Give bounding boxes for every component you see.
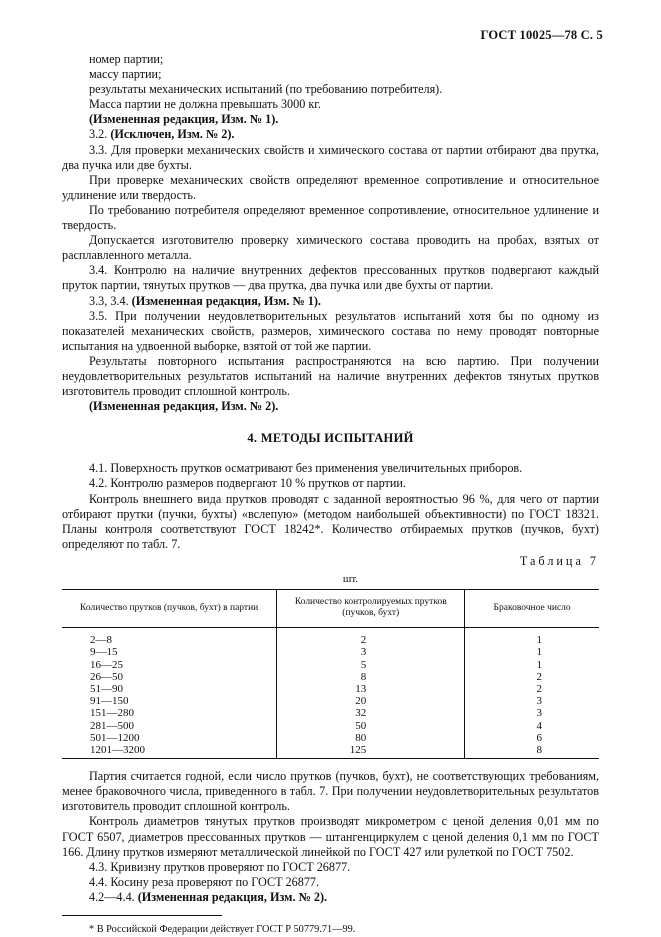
table-cell: 26—50	[90, 670, 123, 683]
table-row	[62, 744, 599, 759]
table-cell: 2	[465, 671, 599, 683]
table-row	[62, 695, 599, 707]
section-title: 4. МЕТОДЫ ИСПЫТАНИЙ	[247, 431, 414, 446]
paragraph	[62, 769, 599, 814]
table-cell: 1	[465, 646, 599, 658]
table-cell: 3	[277, 646, 465, 658]
table-row	[62, 707, 599, 719]
table-cell: 9—15	[90, 646, 118, 659]
paragraph	[62, 67, 599, 82]
col-header-sample-size: Количество контролируемых прутков (пучков, бухт)	[277, 590, 465, 628]
table-row	[62, 659, 599, 671]
paragraph	[62, 112, 599, 127]
paragraph-text: 4.2. Контролю размеров подвергают 10 % прутков от партии.	[89, 476, 406, 491]
paragraphs-mid	[62, 461, 599, 552]
col-header-reject-number: Браковочное число	[465, 590, 599, 628]
table-row	[62, 628, 599, 647]
paragraph	[62, 203, 599, 233]
table-7	[62, 589, 599, 759]
paragraph-text: Допускается изготовителю проверку химического состава проводить на пробах, взятых от расплавленного металла.	[62, 233, 599, 263]
table-cell: 50	[277, 720, 465, 732]
paragraph-bold-text: (Исключен, Изм. № 2).	[110, 127, 235, 142]
table-cell: 1201—3200	[62, 744, 277, 759]
table-cell: 80	[277, 732, 465, 744]
table-row	[62, 671, 599, 683]
paragraph	[62, 814, 599, 859]
paragraph	[62, 97, 599, 112]
paragraph	[62, 52, 599, 67]
footnote: * В Российской Федерации действует ГОСТ Р 50779.71—99.	[89, 923, 356, 935]
paragraphs-top	[62, 52, 599, 414]
paragraph	[62, 461, 599, 476]
paragraph-text: 3.3, 3.4.	[89, 293, 132, 308]
table-cell: 151—280	[90, 707, 134, 720]
paragraph-text: 4.1. Поверхность прутков осматривают без применения увеличительных приборов.	[89, 461, 523, 476]
table-cell: 5	[277, 659, 465, 671]
paragraph	[62, 82, 599, 97]
paragraph-bold-text: (Измененная редакция, Изм. № 1).	[131, 293, 321, 308]
table-cell: 32	[277, 707, 465, 719]
paragraph	[62, 143, 599, 173]
table-cell: 1	[465, 659, 599, 671]
table-cell: 1	[465, 628, 599, 647]
table-cell: 281—500	[90, 719, 134, 732]
table-cell: 20	[277, 695, 465, 707]
paragraph	[62, 127, 599, 142]
paragraph-bold-text: (Измененная редакция, Изм. № 2).	[137, 889, 328, 904]
table-row	[62, 683, 599, 695]
paragraph-text: 3.3. Для проверки механических свойств и химического состава от партии отбирают два прутка, два пучка или две бухты.	[62, 142, 599, 172]
table-cell: 4	[465, 720, 599, 732]
paragraph-text: Результаты повторного испытания распространяются на всю партию. При получении неудовлетворительных результатов испытаний на наличие внутренних дефектов тянутых прутков изготовитель проводит сплошной контроль.	[62, 353, 599, 399]
paragraphs-bottom	[62, 769, 599, 905]
table-cell: 3	[465, 707, 599, 719]
table-cell: 13	[277, 683, 465, 695]
table-cell: 3	[465, 695, 599, 707]
paragraph-text: 3.5. При получении неудовлетворительных результатов испытаний хотя бы по одному из показателей механических свойств, размеров, химического состава по нему проводят повторные испытания на удвоенной выборке, взятой от той же партии.	[62, 308, 599, 353]
paragraph-text: 3.2.	[89, 127, 111, 142]
paragraph	[62, 173, 599, 203]
table-cell: 501—1200	[90, 731, 140, 744]
footnote-divider	[62, 915, 222, 916]
document-body	[62, 52, 599, 937]
col-header-lot-size: Количество прутков (пучков, бухт) в партии	[62, 590, 277, 628]
paragraph	[62, 294, 599, 309]
table-unit: шт.	[342, 573, 359, 585]
table-cell: 8	[277, 671, 465, 683]
table-row	[62, 732, 599, 744]
paragraph-text: При проверке механических свойств определяют временное сопротивление и относительное удлинение или твердость.	[62, 172, 599, 202]
paragraph-text: Партия считается годной, если число прутков (пучков, бухт), не соответствующих требованиям, менее браковочного числа, приведенного в табл. 7. При получении неудовлетворительных результатов изготовитель проводит сплошной контроль.	[62, 769, 599, 814]
table-cell: 2	[277, 628, 465, 647]
table-row	[62, 720, 599, 732]
paragraph	[62, 309, 599, 354]
paragraph-text: результаты механических испытаний (по требованию потребителя).	[89, 82, 443, 97]
table-cell: 16—25	[90, 658, 123, 671]
table-cell: 6	[465, 732, 599, 744]
page-header: ГОСТ 10025—78 С. 5	[480, 28, 603, 42]
table-cell: 125	[277, 744, 465, 759]
table-cell: 51—90	[90, 682, 123, 695]
table-caption: Таблица 7	[519, 553, 599, 568]
paragraph	[62, 476, 599, 491]
paragraph-text: Контроль диаметров тянутых прутков производят микрометром с ценой деления 0,01 мм по ГОСТ 6507, диаметров прессованных прутков — штангенциркулем с ценой деления 0,1 мм по ГОСТ 166. Длину прутков измеряют металлической линейкой по ГОСТ 427 или рулеткой по ГОСТ 7502.	[62, 814, 599, 859]
paragraph-text: номер партии;	[89, 52, 164, 66]
paragraph	[62, 354, 599, 399]
paragraph-text: По требованию потребителя определяют временное сопротивление, относительное удлинение и твердость.	[62, 202, 599, 233]
paragraph	[62, 399, 599, 414]
paragraph	[62, 492, 599, 552]
paragraph-text: 4.4. Косину реза проверяют по ГОСТ 26877.	[89, 874, 320, 889]
table-cell: 8	[465, 744, 599, 759]
paragraph	[62, 890, 599, 905]
paragraph	[62, 263, 599, 293]
paragraph-text: 4.2—4.4.	[89, 889, 138, 904]
paragraph-bold-text: (Измененная редакция, Изм. № 2).	[89, 399, 279, 414]
table-row	[62, 646, 599, 658]
paragraph-bold-text: (Измененная редакция, Изм. № 1).	[89, 112, 279, 127]
paragraph-text: Контроль внешнего вида прутков проводят с заданной вероятностью 96 %, для чего от партии отбирают прутки (пучки, бухты) «вслепую» (методом наибольшей объективности) по ГОСТ 18321. Планы контроля соответствуют ГОСТ 18242*. Количество отбираемых прутков (пучков, бухт) определяют по табл. 7.	[62, 491, 599, 551]
paragraph-text: 4.3. Кривизну прутков проверяют по ГОСТ 26877.	[89, 859, 351, 874]
table-cell: 91—150	[90, 695, 129, 708]
paragraph-text: массу партии;	[89, 67, 162, 82]
paragraph	[62, 860, 599, 875]
paragraph-text: 3.4. Контролю на наличие внутренних дефектов прессованных прутков подвергают каждый пруток партии, тянутых прутков — два прутка, два пучка или две бухты от партии.	[62, 263, 599, 293]
table-cell: 2	[465, 683, 599, 695]
paragraph	[62, 875, 599, 890]
table-body	[62, 628, 599, 759]
paragraph	[62, 233, 599, 263]
paragraph-text: Масса партии не должна превышать 3000 кг.	[89, 97, 321, 112]
table-header-row	[62, 590, 599, 628]
table-cell: 2—8	[90, 634, 112, 647]
